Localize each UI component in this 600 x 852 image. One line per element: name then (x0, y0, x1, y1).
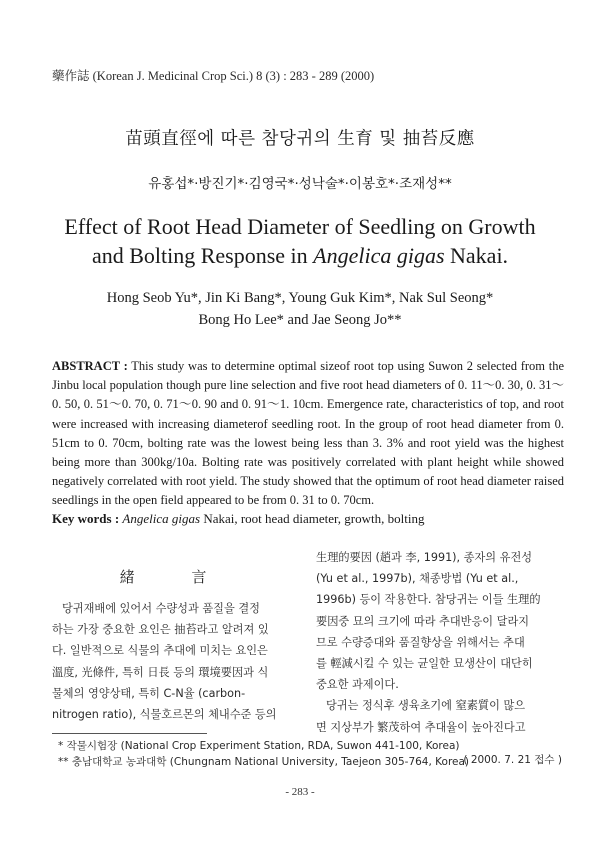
body-line: 중요한 과제이다. (316, 678, 399, 692)
english-authors-line1: Hong Seob Yu*, Jin Ki Bang*, Young Guk Kim*, Nak Sul Seong* (106, 290, 494, 306)
journal-citation: 藥作誌 (Korean J. Medicinal Crop Sci.) 8 (3) : 283 - 289 (2000) (52, 69, 375, 83)
keywords-label: Key words : (52, 511, 120, 526)
body-line: 당귀는 정식후 생육초기에 窒素質이 많으 (326, 699, 526, 713)
body-line: 要因중 묘의 크기에 따라 추대반응이 달라지 (316, 614, 530, 628)
body-line: 당귀재배에 있어서 수량성과 품질을 결정 (62, 602, 260, 615)
abstract (52, 357, 564, 511)
body-line: 면 지상부가 繁茂하여 추대율이 높아진다고 (316, 720, 526, 734)
abstract-text: This study was to determine optimal sizeof root top using Suwon 2 selected from the Jinbu local population though pure line selection and five root head diameters of 0. 11～0. 30, 0. 31～0. 50, 0. 51～0. 70, 0. 71～0. 90 and 0. 91～1. 10cm. Emergence rate, characteristics of top, and root were increased with increasing diameterof seedling root. In the group of root head diameter from 0. 51cm to 0. 70cm, bolting rate was the lowest being less than 3. 3% and root yield was the highest being more than 300kg/10a. Bolting rate was positively correlated with plant height while showed negatively correlated with root yield. The study showed that the optimum of root head diameter raised seedlings in the open field appeared to be from 0. 31 to 0. 70cm. (52, 359, 565, 508)
english-authors-line2: Bong Ho Lee* and Jae Seong Jo** (198, 312, 402, 328)
section-heading-introduction: 緒 言 (119, 568, 233, 586)
korean-title: 苗頭直徑에 따른 참당귀의 生育 및 抽苔反應 (125, 129, 475, 149)
body-column-left (52, 598, 300, 725)
body-line: 다. 일반적으로 식물의 추대에 미치는 요인은 (52, 644, 268, 658)
title-line2-pre: and Bolting Response in (91, 243, 314, 268)
received-date: ( 2000. 7. 21 접수 ) (463, 754, 562, 766)
body-line: nitrogen ratio), 식물호르몬의 체내수준 등의 (52, 708, 277, 722)
footnote-divider (52, 733, 207, 734)
english-authors (0, 287, 600, 331)
body-line: 므로 수량증대와 품질향상을 위해서는 추대 (316, 635, 525, 649)
title-line2-post: Nakai. (444, 243, 509, 268)
body-line: 물체의 영양상태, 특히 C-N율 (carbon- (52, 686, 246, 700)
body-line: (Yu et al., 1997b), 채종방법 (Yu et al., (316, 572, 519, 586)
keywords-species: Angelica gigas (122, 511, 201, 526)
body-line: 溫度, 光條件, 특히 日長 등의 環境要因과 식 (52, 665, 269, 679)
body-column-right (316, 547, 566, 738)
footnote-affiliation-1: * 작물시험장 (National Crop Experiment Station, RDA, Suwon 441-100, Korea) (58, 740, 460, 752)
body-line: 1996b) 등이 작용한다. 참당귀는 이들 生理的 (316, 593, 541, 607)
footnote-affiliation-2: ** 충남대학교 농과대학 (Chungnam National University, Taejeon 305-764, Korea) (58, 756, 470, 768)
english-title (0, 212, 600, 270)
title-species: Angelica gigas (313, 243, 445, 268)
keywords (52, 511, 564, 527)
english-title-line1: Effect of Root Head Diameter of Seedling on Growth (64, 214, 536, 239)
body-line: 하는 가장 중요한 요인은 抽苔라고 알려져 있 (52, 623, 269, 637)
keywords-rest: Nakai, root head diameter, growth, bolting (200, 511, 425, 526)
body-line: 를 輕減시킬 수 있는 균일한 묘생산이 대단히 (316, 657, 533, 671)
korean-authors: 유홍섭*·방진기*·김영국*·성낙술*·이봉호*·조재성** (148, 176, 452, 192)
body-line: 生理的要因 (趙과 李, 1991), 종자의 유전성 (316, 551, 533, 564)
abstract-label: ABSTRACT : (52, 359, 128, 373)
page-number: - 283 - (285, 786, 315, 798)
english-title-line2 (0, 241, 600, 270)
